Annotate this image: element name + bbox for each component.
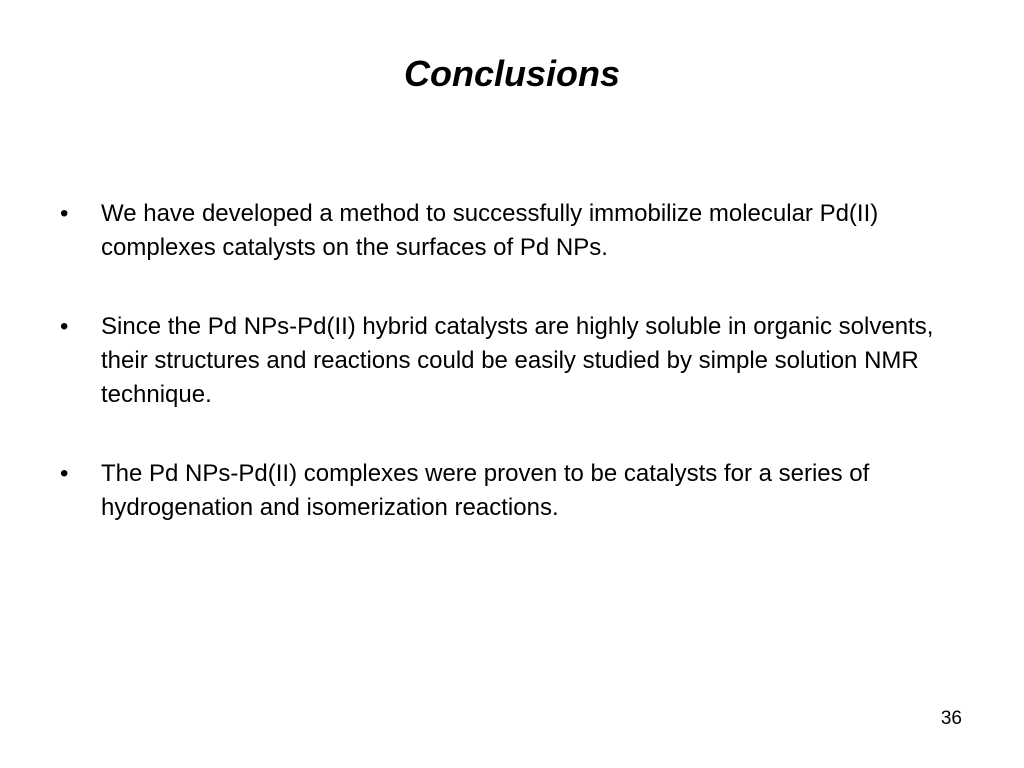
bullet-dot-icon: •	[60, 200, 69, 227]
bullet-dot-icon: •	[60, 313, 69, 340]
slide-title: Conclusions	[403, 53, 621, 94]
bullet-dot-icon: •	[60, 460, 69, 487]
bullet-text: The Pd NPs-Pd(II) complexes were proven to be catalysts for a series of hydrogenation and isomerization reactions.	[101, 460, 870, 521]
bullet-text: Since the Pd NPs-Pd(II) hybrid catalysts are highly soluble in organic solvents, their structures and reactions could be easily studied by simple solution NMR technique.	[101, 313, 934, 408]
page-number: 36	[940, 708, 962, 729]
bullet-item	[60, 310, 980, 412]
bullet-list	[60, 197, 980, 570]
bullet-text: We have developed a method to successfully immobilize molecular Pd(II) complexes catalysts on the surfaces of Pd NPs.	[101, 200, 879, 261]
bullet-item	[60, 457, 980, 525]
bullet-item	[60, 197, 980, 265]
